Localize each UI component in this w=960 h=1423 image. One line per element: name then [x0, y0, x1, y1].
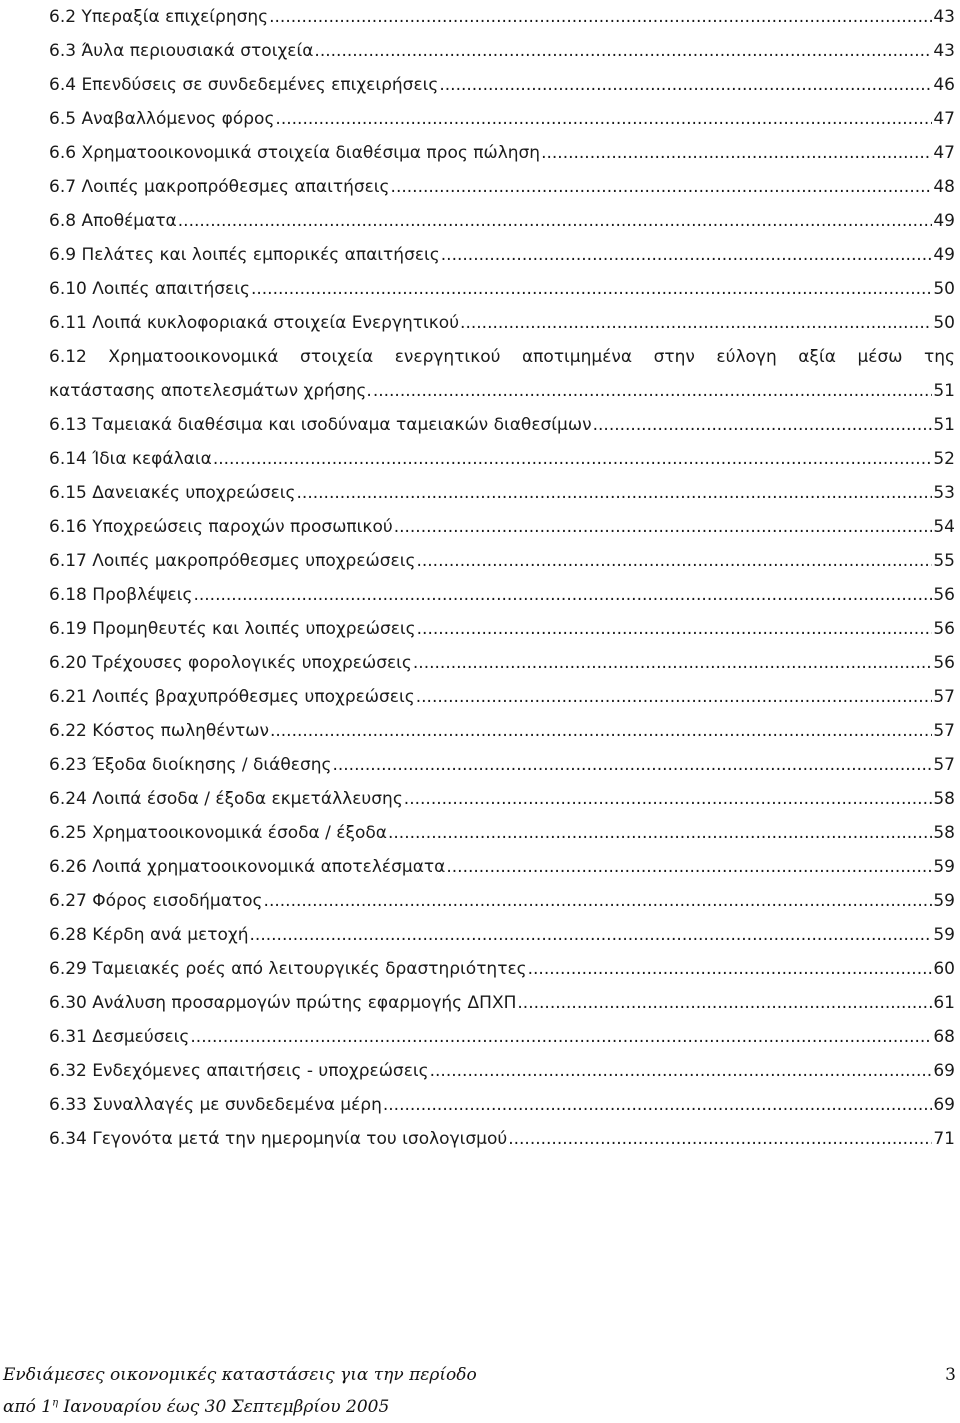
toc-entry-page: 54 [933, 517, 955, 537]
toc-entry-title: 6.11 Λοιπά κυκλοφοριακά στοιχεία Ενεργητικού [49, 313, 460, 333]
toc-entry-title: 6.22 Κόστος πωληθέντων [49, 721, 269, 741]
toc-entry-page: 57 [933, 721, 955, 741]
dot-leader [416, 680, 933, 714]
dot-leader [417, 612, 933, 646]
toc-entry-title: 6.5 Αναβαλλόμενος φόρος [49, 109, 275, 129]
toc-entry-title: 6.30 Ανάλυση προσαρμογών πρώτης εφαρμογής ΔΠΧΠ [49, 993, 517, 1013]
toc-entry-page: 69 [933, 1061, 955, 1081]
footer-period: από $1^\eta$ Ιανουαρίου έως 30 Σεπτεμβρίου 2005 [3, 1397, 390, 1417]
dot-leader [446, 850, 932, 884]
toc-entry-page: 57 [933, 755, 955, 775]
toc-entry-page: 58 [933, 823, 955, 843]
dot-leader [264, 884, 933, 918]
toc-entry[interactable] [49, 714, 955, 748]
toc-entry[interactable] [49, 102, 955, 136]
toc-entry-title: 6.32 Ενδεχόμενες απαιτήσεις - υποχρεώσεις [49, 1061, 429, 1081]
toc-entry[interactable] [49, 204, 955, 238]
dot-leader [441, 238, 933, 272]
toc-entry-title-line[interactable]: 6.12 Χρηματοοικονομικά στοιχεία ενεργητικού αποτιμημένα στην εύλογη αξία μέσω της [49, 347, 955, 367]
toc-entry-page: 56 [933, 585, 955, 605]
toc-entry[interactable] [49, 816, 955, 850]
toc-entry[interactable] [49, 1054, 955, 1088]
toc-entry[interactable] [49, 136, 955, 170]
toc-entry-page: 50 [933, 279, 955, 299]
toc-entry[interactable] [49, 510, 955, 544]
table-of-contents [49, 0, 955, 1156]
dot-leader [413, 646, 932, 680]
dot-leader [270, 714, 932, 748]
toc-entry-page: 52 [933, 449, 955, 469]
toc-entry-title: 6.17 Λοιπές μακροπρόθεσμες υποχρεώσεις [49, 551, 416, 571]
dot-leader [250, 918, 933, 952]
toc-entry[interactable] [49, 748, 955, 782]
page-number: 3 [945, 1365, 956, 1385]
dot-leader [269, 0, 932, 34]
dot-leader [332, 748, 932, 782]
toc-entry-page: 51 [933, 381, 955, 401]
toc-entry-page: 53 [933, 483, 955, 503]
toc-entry-title: 6.21 Λοιπές βραχυπρόθεσμες υποχρεώσεις [49, 687, 415, 707]
toc-entry-title: 6.20 Τρέχουσες φορολογικές υποχρεώσεις [49, 653, 412, 673]
toc-entry-page: 56 [933, 619, 955, 639]
toc-entry[interactable] [49, 1088, 955, 1122]
toc-entry-title: 6.10 Λοιπές απαιτήσεις [49, 279, 250, 299]
toc-entry-page: 61 [933, 993, 955, 1013]
toc-entry[interactable] [49, 544, 955, 578]
dot-leader [430, 1054, 933, 1088]
toc-entry-title: 6.28 Κέρδη ανά μετοχή [49, 925, 249, 945]
toc-entry-title: 6.7 Λοιπές μακροπρόθεσμες απαιτήσεις [49, 177, 390, 197]
toc-entry[interactable] [49, 170, 955, 204]
toc-entry-page: 47 [933, 109, 955, 129]
toc-entry-page: 46 [933, 75, 955, 95]
toc-entry-title: 6.29 Ταμειακές ροές από λειτουργικές δραστηριότητες [49, 959, 527, 979]
toc-entry-page: 59 [933, 925, 955, 945]
toc-entry[interactable] [49, 238, 955, 272]
toc-entry[interactable] [49, 952, 955, 986]
toc-entry-page: 50 [933, 313, 955, 333]
dot-leader [508, 1122, 932, 1156]
toc-entry-page: 48 [933, 177, 955, 197]
toc-entry-title: 6.9 Πελάτες και λοιπές εμπορικές απαιτήσεις [49, 245, 440, 265]
toc-entry-title: 6.13 Ταμειακά διαθέσιμα και ισοδύναμα ταμειακών διαθεσίμων [49, 415, 592, 435]
toc-entry-title: 6.8 Αποθέματα [49, 211, 177, 231]
toc-entry[interactable] [49, 884, 955, 918]
dot-leader [275, 102, 932, 136]
dot-leader [251, 272, 932, 306]
dot-leader [439, 68, 932, 102]
toc-entry-title: 6.2 Υπεραξία επιχείρησης [49, 7, 269, 27]
toc-entry-page: 43 [933, 41, 955, 61]
toc-entry[interactable] [49, 986, 955, 1020]
dot-leader [517, 986, 932, 1020]
toc-entry-page: 56 [933, 653, 955, 673]
toc-entry[interactable] [49, 68, 955, 102]
toc-entry[interactable] [49, 272, 955, 306]
dot-leader [391, 170, 933, 204]
toc-entry[interactable] [49, 374, 955, 408]
toc-entry-page: 51 [933, 415, 955, 435]
toc-entry-page: 49 [933, 211, 955, 231]
toc-entry-page: 68 [933, 1027, 955, 1047]
dot-leader [388, 816, 932, 850]
dot-leader [404, 782, 933, 816]
dot-leader [213, 442, 933, 476]
dot-leader [314, 34, 932, 68]
dot-leader [297, 476, 933, 510]
toc-entry[interactable] [49, 408, 955, 442]
toc-entry-page: 49 [933, 245, 955, 265]
toc-entry-title: 6.4 Επενδύσεις σε συνδεδεμένες επιχειρήσεις [49, 75, 439, 95]
footer-title: Ενδιάμεσες οικονομικές καταστάσεις για την περίοδο [3, 1365, 477, 1385]
toc-entry[interactable] [49, 680, 955, 714]
toc-entry[interactable] [49, 578, 955, 612]
toc-entry-page: 69 [933, 1095, 955, 1115]
toc-entry-title: 6.19 Προμηθευτές και λοιπές υποχρεώσεις [49, 619, 416, 639]
toc-entry-title: 6.24 Λοιπά έσοδα / έξοδα εκμετάλλευσης [49, 789, 403, 809]
dot-leader [416, 544, 932, 578]
toc-entry-page: 57 [933, 687, 955, 707]
toc-entry-title: 6.34 Γεγονότα μετά την ημερομηνία του ισολογισμού [49, 1129, 508, 1149]
dot-leader [593, 408, 933, 442]
toc-entry-title: 6.26 Λοιπά χρηματοοικονομικά αποτελέσματα [49, 857, 446, 877]
toc-entry-title: 6.18 Προβλέψεις [49, 585, 193, 605]
toc-entry-title: 6.33 Συναλλαγές με συνδεδεμένα μέρη [49, 1095, 382, 1115]
dot-leader [383, 1088, 932, 1122]
toc-entry[interactable] [49, 850, 955, 884]
toc-entry-title: 6.15 Δανειακές υποχρεώσεις [49, 483, 296, 503]
toc-entry-page: 59 [933, 857, 955, 877]
dot-leader [193, 578, 932, 612]
toc-entry-title: 6.31 Δεσμεύσεις [49, 1027, 190, 1047]
toc-entry-title: 6.14 Ίδια κεφάλαια [49, 449, 212, 469]
toc-entry[interactable] [49, 612, 955, 646]
dot-leader [178, 204, 933, 238]
toc-entry[interactable] [49, 442, 955, 476]
dot-leader [373, 374, 933, 408]
toc-entry-page: 55 [933, 551, 955, 571]
toc-entry-page: 59 [933, 891, 955, 911]
toc-entry[interactable] [49, 34, 955, 68]
dot-leader [394, 510, 933, 544]
toc-entry[interactable] [49, 0, 955, 34]
toc-entry[interactable] [49, 1122, 955, 1156]
toc-entry-title: 6.23 Έξοδα διοίκησης / διάθεσης [49, 755, 332, 775]
toc-entry-title: 6.25 Χρηματοοικονομικά έσοδα / έξοδα [49, 823, 387, 843]
dot-leader [460, 306, 932, 340]
toc-entry-title: 6.27 Φόρος εισοδήματος [49, 891, 263, 911]
toc-entry-page: 71 [933, 1129, 955, 1149]
toc-entry-page: 43 [933, 7, 955, 27]
toc-entry-page: 58 [933, 789, 955, 809]
toc-entry-title: 6.16 Υποχρεώσεις παροχών προσωπικού [49, 517, 393, 537]
toc-entry-page: 47 [933, 143, 955, 163]
toc-entry[interactable] [49, 918, 955, 952]
toc-entry-title: κατάστασης αποτελεσμάτων χρήσης. [49, 381, 372, 401]
toc-entry[interactable] [49, 1020, 955, 1054]
toc-entry-title: 6.6 Χρηματοοικονομικά στοιχεία διαθέσιμα προς πώληση [49, 143, 541, 163]
toc-entry-title: 6.3 Άυλα περιουσιακά στοιχεία [49, 41, 314, 61]
dot-leader [190, 1020, 932, 1054]
dot-leader [528, 952, 933, 986]
toc-entry[interactable] [49, 782, 955, 816]
toc-entry[interactable] [49, 646, 955, 680]
toc-entry-page: 60 [933, 959, 955, 979]
dot-leader [541, 136, 932, 170]
toc-entry[interactable] [49, 476, 955, 510]
toc-entry[interactable] [49, 306, 955, 340]
